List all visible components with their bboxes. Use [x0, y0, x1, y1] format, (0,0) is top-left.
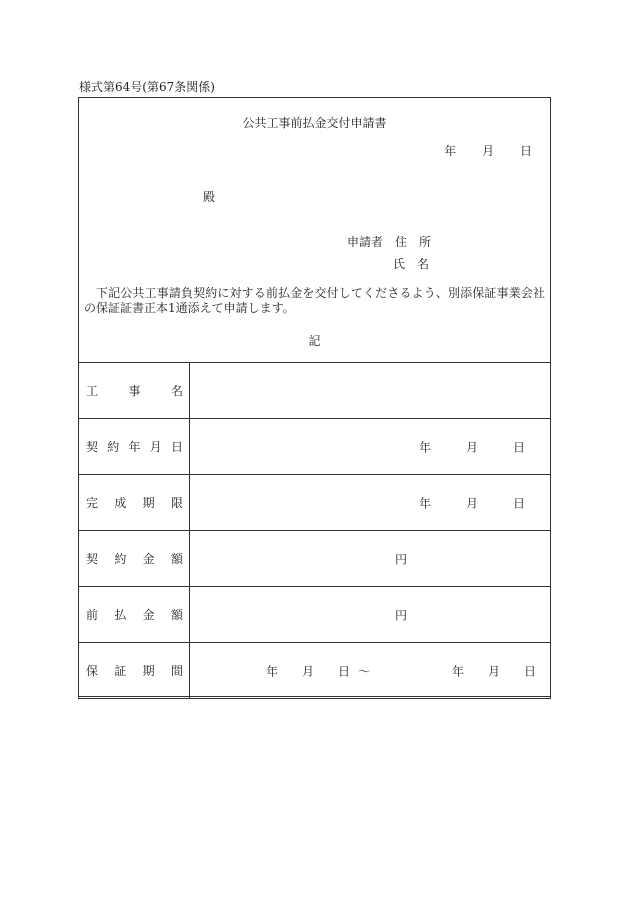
application-form [78, 97, 551, 697]
period-separator: ～ [358, 664, 371, 678]
label-char: 額 [170, 608, 183, 622]
addressee: 殿 [203, 190, 216, 204]
field-row-advance-amount [79, 587, 551, 643]
label-char: 月 [149, 440, 162, 454]
month-mark: 月 [466, 496, 479, 510]
fields-table [78, 362, 551, 699]
label-char: 契 [86, 552, 99, 566]
label-char: 年 [128, 440, 141, 454]
field-row-guarantee-period [79, 643, 551, 699]
field-value[interactable] [190, 531, 551, 587]
label-char: 成 [114, 496, 127, 510]
label-char: 間 [170, 664, 183, 678]
day-mark: 日 [513, 440, 526, 454]
field-label [79, 363, 190, 419]
label-char: 約 [107, 440, 120, 454]
field-label [79, 643, 190, 699]
yen-unit: 円 [395, 552, 408, 566]
form-number: 様式第64号(第67条関係) [79, 80, 215, 94]
start-day-mark: 日 [338, 664, 351, 678]
label-char: 額 [170, 552, 183, 566]
field-label [79, 531, 190, 587]
day-mark: 日 [513, 496, 526, 510]
start-month-mark: 月 [302, 664, 315, 678]
label-char: 名 [170, 384, 183, 398]
form-title: 公共工事前払金交付申請書 [242, 116, 387, 130]
label-char: 契 [86, 440, 99, 454]
label-char: 金 [142, 608, 155, 622]
field-row-project-name [79, 363, 551, 419]
end-month-mark: 月 [488, 664, 501, 678]
field-label [79, 419, 190, 475]
field-value[interactable] [190, 643, 551, 699]
address-label: 住 所 [395, 235, 432, 249]
label-char: 事 [128, 384, 141, 398]
label-char: 金 [142, 552, 155, 566]
label-char: 日 [170, 440, 183, 454]
field-value[interactable] [190, 475, 551, 531]
year-mark: 年 [419, 496, 432, 510]
year-mark: 年 [419, 440, 432, 454]
label-char: 保 [86, 664, 99, 678]
applicant-name: 氏 名 [393, 257, 430, 271]
field-label [79, 587, 190, 643]
label-char: 前 [86, 608, 99, 622]
date-day: 日 [519, 144, 532, 158]
field-row-contract-date [79, 419, 551, 475]
label-char: 払 [114, 608, 127, 622]
yen-unit: 円 [395, 608, 408, 622]
date-month: 月 [482, 144, 495, 158]
field-row-contract-amount [79, 531, 551, 587]
label-char: 約 [114, 552, 127, 566]
month-mark: 月 [466, 440, 479, 454]
body-text: 下記公共工事請負契約に対する前払金を交付してくださるよう、別添保証事業会社の保証証書正本1通添えて申請します。 [84, 286, 545, 315]
applicant-label: 申請者 [347, 235, 384, 249]
field-label [79, 475, 190, 531]
start-year-mark: 年 [266, 664, 279, 678]
label-char: 工 [86, 384, 99, 398]
applicant-address [347, 235, 431, 249]
end-year-mark: 年 [452, 664, 465, 678]
label-char: 期 [142, 496, 155, 510]
label-char: 証 [114, 664, 127, 678]
ki-heading: 記 [308, 334, 321, 348]
label-char: 完 [86, 496, 99, 510]
field-value[interactable] [190, 419, 551, 475]
end-day-mark: 日 [524, 664, 537, 678]
field-value[interactable] [190, 587, 551, 643]
label-char: 限 [170, 496, 183, 510]
label-char: 期 [142, 664, 155, 678]
field-value[interactable] [190, 363, 551, 419]
field-row-completion-deadline [79, 475, 551, 531]
date-year: 年 [444, 144, 457, 158]
application-date [422, 144, 532, 158]
